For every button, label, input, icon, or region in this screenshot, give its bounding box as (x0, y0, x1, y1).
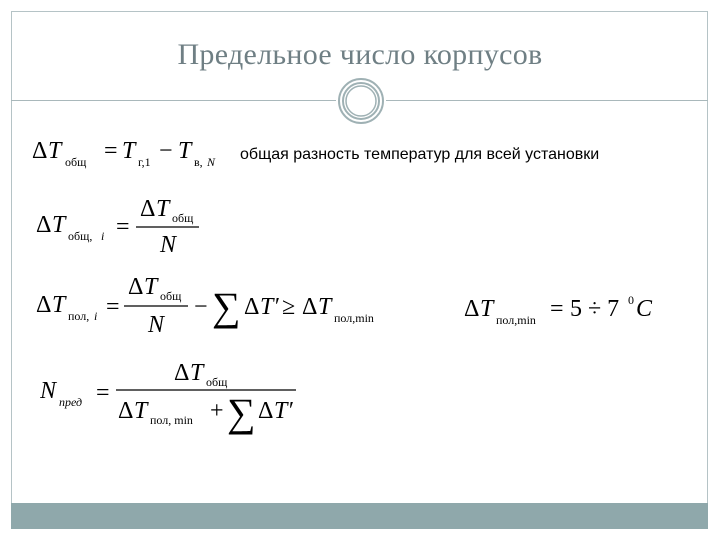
title-divider-right (386, 100, 708, 101)
svg-text:T: T (178, 138, 192, 164)
svg-text:T: T (122, 138, 136, 164)
svg-text:Δ: Δ (36, 212, 52, 238)
svg-text:=: = (550, 296, 564, 322)
svg-text:N: N (160, 232, 177, 258)
svg-text:пол,min: пол,min (334, 311, 374, 325)
svg-text:T: T (134, 398, 148, 424)
formula-total-temperature-difference (32, 132, 242, 172)
svg-text:общ: общ (206, 375, 228, 389)
svg-text:T: T (52, 292, 66, 318)
svg-text:∑: ∑ (227, 390, 256, 435)
svg-text:N: N (207, 155, 216, 169)
svg-text:=: = (106, 294, 120, 320)
svg-text:T: T (144, 274, 158, 300)
footer-bar (11, 503, 708, 529)
svg-text:общ: общ (65, 155, 87, 169)
svg-text:N: N (148, 312, 165, 338)
svg-text:0: 0 (628, 293, 634, 307)
svg-text:N: N (40, 378, 57, 404)
svg-text:Δ: Δ (32, 138, 48, 164)
svg-text:Δ: Δ (140, 196, 156, 222)
svg-text:в,: в, (194, 155, 203, 169)
formula-description: общая разность температур для всей установки (240, 146, 600, 163)
svg-text:T: T (52, 212, 66, 238)
svg-text:T: T (190, 360, 204, 386)
formula-delta-T-useful-i (36, 270, 396, 342)
formula-N-limit (40, 358, 310, 438)
svg-text:общ: общ (172, 211, 194, 225)
formula-delta-T-total-i (36, 192, 216, 262)
svg-text:общ,: общ, (68, 229, 93, 243)
svg-text:T: T (48, 138, 62, 164)
formula-delta-T-useful-min (464, 290, 664, 330)
svg-text:Δ: Δ (302, 294, 318, 320)
svg-text:−: − (194, 294, 208, 320)
svg-text:Δ: Δ (174, 360, 190, 386)
svg-text:г,1: г,1 (138, 155, 151, 169)
svg-text:+: + (210, 398, 224, 424)
svg-text:=: = (104, 138, 118, 164)
svg-text:Δ: Δ (118, 398, 134, 424)
svg-text:Δ: Δ (36, 292, 52, 318)
svg-text:T: T (480, 296, 494, 322)
svg-text:≥: ≥ (282, 294, 296, 320)
svg-text:−: − (159, 138, 173, 164)
svg-text:∑: ∑ (212, 284, 241, 329)
svg-text:T: T (156, 196, 170, 222)
svg-text:5 ÷ 7: 5 ÷ 7 (570, 296, 620, 322)
svg-text:общ: общ (160, 289, 182, 303)
svg-text:=: = (116, 214, 130, 240)
svg-text:Δ: Δ (128, 274, 144, 300)
svg-text:T′: T′ (274, 398, 293, 424)
svg-text:=: = (96, 380, 110, 406)
svg-text:i: i (101, 229, 105, 243)
svg-text:T′: T′ (260, 294, 279, 320)
svg-text:пол,: пол, (68, 309, 90, 323)
svg-text:i: i (94, 309, 98, 323)
svg-text:Δ: Δ (258, 398, 274, 424)
slide-title: Предельное число корпусов (177, 38, 543, 71)
circle-ornament-icon (336, 76, 386, 126)
svg-text:Δ: Δ (464, 296, 480, 322)
title-divider-left (11, 100, 336, 101)
svg-text:Δ: Δ (244, 294, 260, 320)
svg-text:T: T (318, 294, 332, 320)
svg-text:пред: пред (59, 395, 83, 409)
svg-text:пол, min: пол, min (150, 413, 193, 427)
svg-text:пол,min: пол,min (496, 313, 536, 327)
svg-text:C: C (636, 296, 653, 322)
